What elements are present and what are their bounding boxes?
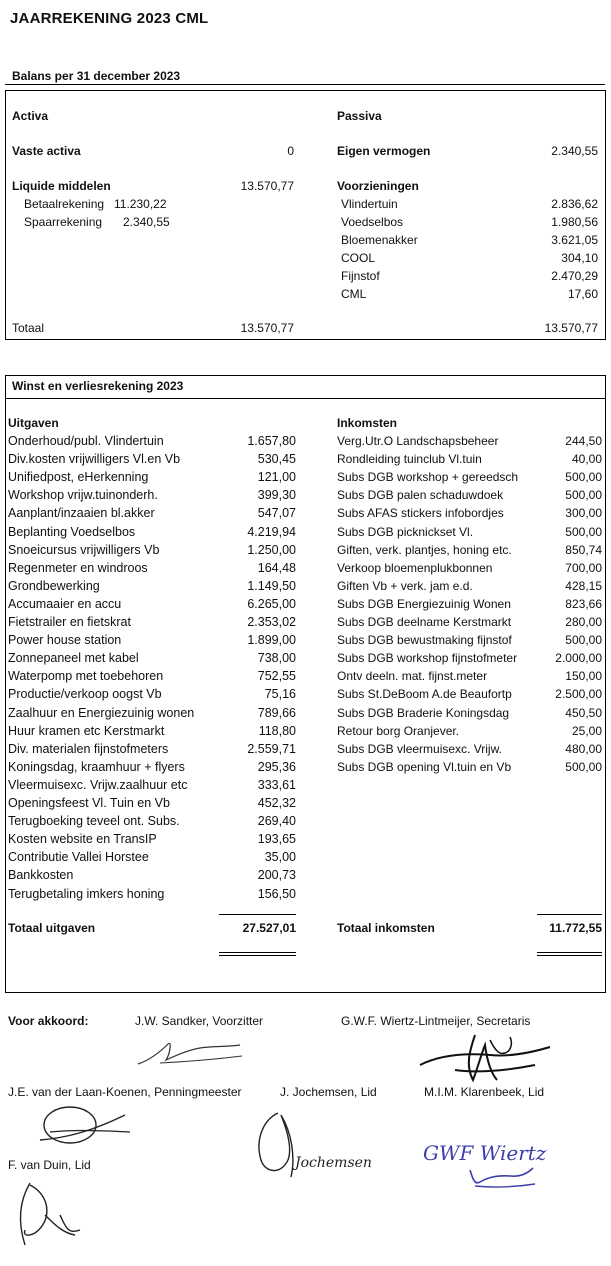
uitgave-row-14-label: Productie/verkoop oogst Vb	[8, 687, 162, 702]
uitgave-row-9-value: 6.265,00	[247, 596, 296, 611]
uitgave-row-0-label: Onderhoud/publ. Vlindertuin	[8, 434, 164, 448]
uitgave-row-13-value: 752,55	[257, 669, 296, 684]
signer-jochemsen: J. Jochemsen, Lid	[280, 1085, 377, 1099]
inkomst-row-8-value: 428,15	[565, 578, 602, 593]
inkomst-row-6-value: 850,74	[565, 542, 602, 557]
jochemsen-handwriting: Jochemsen	[295, 1155, 372, 1171]
uitgave-row-5-value: 4.219,94	[247, 524, 296, 539]
uitgave-row-11-value: 1.899,00	[247, 633, 296, 648]
inkomst-row-14-value: 2.500,00	[555, 687, 602, 702]
inkomst-row-13-label: Ontv deeln. mat. fijnst.meter	[337, 669, 488, 684]
uitgave-row-10-value: 2.353,02	[247, 615, 296, 629]
uitgaven-total-rule-top	[219, 914, 296, 915]
uitgave-row-12-label: Zonnepaneel met kabel	[8, 651, 139, 666]
uitgave-row-15-label: Zaalhuur en Energiezuinig wonen	[8, 705, 195, 720]
voorziening-1-label: Voedselbos	[341, 215, 404, 229]
uitgave-row-11-label: Power house station	[8, 633, 122, 648]
uitgave-row-1-value: 530,45	[257, 452, 296, 467]
signature-van-der-laan	[30, 1100, 140, 1155]
uitgave-row-19-value: 333,61	[257, 777, 296, 792]
uitgave-row-4-label: Aanplant/inzaaien bl.akker	[8, 506, 155, 521]
betaalrekening-label: Betaalrekening	[24, 197, 105, 211]
balance-total-activa: 13.570,77	[240, 321, 294, 335]
voorziening-0-label: Vlindertuin	[341, 197, 398, 211]
uitgave-row-5-label: Beplanting Voedselbos	[8, 524, 136, 539]
uitgave-row-23-label: Contributie Vallei Horstee	[8, 850, 149, 865]
inkomst-row-17-label: Subs DGB vleermuisexc. Vrijw.	[337, 741, 502, 756]
voorziening-3-value: 304,10	[561, 251, 598, 265]
voorziening-3-label: COOL	[341, 251, 376, 265]
uitgave-row-23-value: 35,00	[264, 850, 296, 865]
uitgave-row-6-label: Snoeicursus vrijwilligers Vb	[8, 542, 160, 557]
uitgave-row-14-value: 75,16	[264, 687, 296, 702]
uitgaven-double-rule-1	[219, 952, 296, 953]
balance-total-label: Totaal	[12, 321, 45, 335]
inkomst-row-1-label: Rondleiding tuinclub Vl.tuin	[337, 452, 482, 467]
uitgave-row-6-value: 1.250,00	[247, 542, 296, 557]
inkomst-row-18-label: Subs DGB opening Vl.tuin en Vb	[337, 759, 512, 774]
signature-wiertz-black	[415, 1025, 555, 1085]
uitgave-row-21-value: 269,40	[257, 814, 296, 829]
uitgave-row-20-value: 452,32	[257, 796, 296, 810]
eigen-vermogen-label: Eigen vermogen	[337, 144, 431, 158]
uitgave-row-17-label: Div. materialen fijnstofmeters	[8, 741, 169, 756]
balance-total-passiva: 13.570,77	[544, 321, 598, 335]
signature-jochemsen	[233, 1105, 383, 1185]
inkomst-row-15-value: 450,50	[565, 705, 602, 720]
uitgave-row-2-label: Unifiedpost, eHerkenning	[8, 470, 149, 485]
uitgave-row-22-value: 193,65	[257, 832, 296, 847]
inkomst-row-10-value: 280,00	[565, 615, 602, 629]
uitgave-row-25-label: Terugbetaling imkers honing	[8, 886, 165, 901]
signature-van-duin	[5, 1175, 95, 1255]
voorziening-5-label: CML	[341, 287, 367, 301]
uitgave-row-3-value: 399,30	[257, 488, 296, 503]
totaal-uitgaven-value: 27.527,01	[242, 921, 296, 935]
vaste-activa-label: Vaste activa	[12, 144, 81, 158]
inkomsten-double-rule-1	[537, 952, 602, 953]
voorziening-2-label: Bloemenakker	[341, 233, 418, 247]
uitgave-row-16-value: 118,80	[258, 723, 296, 738]
inkomst-row-15-label: Subs DGB Braderie Koningsdag	[337, 705, 510, 720]
totaal-inkomsten-label: Totaal inkomsten	[337, 921, 435, 935]
uitgave-row-25-value: 156,50	[257, 886, 296, 901]
uitgave-row-10-label: Fietstrailer en fietskrat	[8, 615, 131, 629]
inkomst-row-18-value: 500,00	[565, 759, 602, 774]
balance-table	[5, 90, 606, 340]
wv-heading: Winst en verliesrekening 2023	[12, 379, 184, 393]
wv-heading-rule	[6, 398, 605, 399]
signer-van-duin: F. van Duin, Lid	[8, 1158, 91, 1172]
liquide-label: Liquide middelen	[12, 179, 111, 193]
uitgaven-double-rule-2	[219, 955, 296, 956]
balance-heading-rule	[5, 84, 605, 85]
inkomsten-total-rule-top	[537, 914, 602, 915]
inkomst-row-7-value: 700,00	[565, 560, 602, 575]
betaalrekening-value: 11.230,22	[114, 197, 167, 211]
inkomst-row-16-label: Retour borg Oranjever.	[337, 723, 460, 738]
uitgave-row-1-label: Div.kosten vrijwilligers Vl.en Vb	[8, 452, 181, 467]
inkomst-row-9-value: 823,66	[565, 596, 602, 611]
spaarrekening-label: Spaarrekening	[24, 215, 103, 229]
signer-voorzitter: J.W. Sandker, Voorzitter	[135, 1014, 264, 1028]
inkomst-row-17-value: 480,00	[565, 741, 602, 756]
uitgave-row-24-label: Bankkosten	[8, 868, 74, 883]
inkomsten-double-rule-2	[537, 955, 602, 956]
passiva-header: Passiva	[337, 109, 382, 123]
inkomst-row-14-label: Subs St.DeBoom A.de Beaufortp	[337, 687, 512, 702]
signature-wiertz-blue	[415, 1130, 585, 1195]
uitgave-row-13-label: Waterpomp met toebehoren	[8, 669, 164, 684]
uitgave-row-2-value: 121,00	[257, 470, 296, 485]
inkomsten-header: Inkomsten	[337, 416, 398, 430]
inkomst-row-11-value: 500,00	[565, 633, 602, 648]
voorzieningen-header: Voorzieningen	[337, 179, 419, 193]
uitgave-row-16-label: Huur kramen etc Kerstmarkt	[8, 723, 165, 738]
inkomst-row-4-value: 300,00	[565, 506, 602, 521]
inkomst-row-6-label: Giften, verk. plantjes, honing etc.	[337, 542, 512, 557]
uitgave-row-18-label: Koningsdag, kraamhuur + flyers	[8, 759, 185, 774]
voorziening-2-value: 3.621,05	[551, 233, 598, 247]
inkomst-row-1-value: 40,00	[571, 452, 602, 467]
voorziening-5-value: 17,60	[567, 287, 598, 301]
spaarrekening-value: 2.340,55	[123, 215, 170, 229]
uitgave-row-17-value: 2.559,71	[247, 741, 296, 756]
wiertz-handwriting: GWF Wiertz	[423, 1141, 547, 1165]
inkomst-row-7-label: Verkoop bloemenplukbonnen	[337, 560, 493, 575]
inkomst-row-0-label: Verg.Utr.O Landschapsbeheer	[337, 434, 499, 448]
voorziening-4-value: 2.470,29	[551, 269, 598, 283]
inkomst-row-9-label: Subs DGB Energiezuinig Wonen	[337, 596, 511, 611]
uitgave-row-24-value: 200,73	[257, 868, 296, 883]
uitgave-row-21-label: Terugboeking teveel ont. Subs.	[8, 814, 180, 829]
voorziening-0-value: 2.836,62	[551, 197, 598, 211]
eigen-vermogen-value: 2.340,55	[551, 144, 598, 158]
voorziening-1-value: 1.980,56	[551, 215, 598, 229]
inkomst-row-2-value: 500,00	[565, 470, 602, 485]
inkomst-row-3-label: Subs DGB palen schaduwdoek	[337, 488, 504, 503]
uitgave-row-9-label: Accumaaier en accu	[8, 596, 122, 611]
inkomst-row-12-label: Subs DGB workshop fijnstofmeter	[337, 651, 518, 666]
balance-heading: Balans per 31 december 2023	[12, 69, 181, 83]
uitgave-row-3-label: Workshop vrijw.tuinonderh.	[8, 488, 158, 503]
income-statement	[5, 375, 606, 993]
vaste-activa-value: 0	[287, 144, 294, 158]
uitgave-row-22-label: Kosten website en TransIP	[8, 832, 157, 847]
signature-sandker	[130, 1030, 250, 1070]
inkomst-row-16-value: 25,00	[571, 723, 602, 738]
uitgave-row-7-label: Regenmeter en windroos	[8, 560, 148, 575]
totaal-uitgaven-label: Totaal uitgaven	[8, 921, 96, 935]
uitgave-row-8-value: 1.149,50	[247, 578, 296, 593]
akkoord-label: Voor akkoord:	[8, 1014, 89, 1028]
inkomst-row-3-value: 500,00	[565, 488, 602, 503]
liquide-value: 13.570,77	[240, 179, 294, 193]
inkomst-row-8-label: Giften Vb + verk. jam e.d.	[337, 578, 473, 593]
inkomst-row-2-label: Subs DGB workshop + gereedsch	[337, 470, 519, 485]
signer-penningmeester: J.E. van der Laan-Koenen, Penningmeester	[8, 1085, 242, 1099]
uitgave-row-0-value: 1.657,80	[247, 434, 296, 448]
inkomst-row-12-value: 2.000,00	[555, 651, 602, 666]
uitgave-row-19-label: Vleermuisexc. Vrijw.zaalhuur etc	[8, 777, 188, 792]
inkomst-row-5-value: 500,00	[565, 524, 602, 539]
uitgave-row-8-label: Grondbewerking	[8, 578, 100, 593]
page-title: JAARREKENING 2023 CML	[10, 10, 209, 27]
voorziening-4-label: Fijnstof	[341, 269, 380, 283]
inkomst-row-10-label: Subs DGB deelname Kerstmarkt	[337, 615, 512, 629]
uitgaven-header: Uitgaven	[8, 416, 59, 430]
uitgave-row-15-value: 789,66	[257, 705, 296, 720]
uitgave-row-7-value: 164,48	[257, 560, 296, 575]
uitgave-row-4-value: 547,07	[257, 506, 296, 521]
totaal-inkomsten-value: 11.772,55	[549, 921, 602, 935]
inkomst-row-4-label: Subs AFAS stickers infobordjes	[337, 506, 504, 521]
uitgave-row-20-label: Openingsfeest Vl. Tuin en Vb	[8, 796, 170, 810]
uitgave-row-12-value: 738,00	[257, 651, 296, 666]
signer-klarenbeek: M.I.M. Klarenbeek, Lid	[424, 1085, 545, 1099]
inkomst-row-11-label: Subs DGB bewustmaking fijnstof	[337, 633, 512, 648]
uitgave-row-18-value: 295,36	[257, 759, 296, 774]
signer-secretaris: G.W.F. Wiertz-Lintmeijer, Secretaris	[341, 1014, 531, 1028]
activa-header: Activa	[12, 109, 49, 123]
inkomst-row-0-value: 244,50	[565, 434, 602, 448]
inkomst-row-5-label: Subs DGB picknickset Vl.	[337, 524, 474, 539]
inkomst-row-13-value: 150,00	[565, 669, 602, 684]
